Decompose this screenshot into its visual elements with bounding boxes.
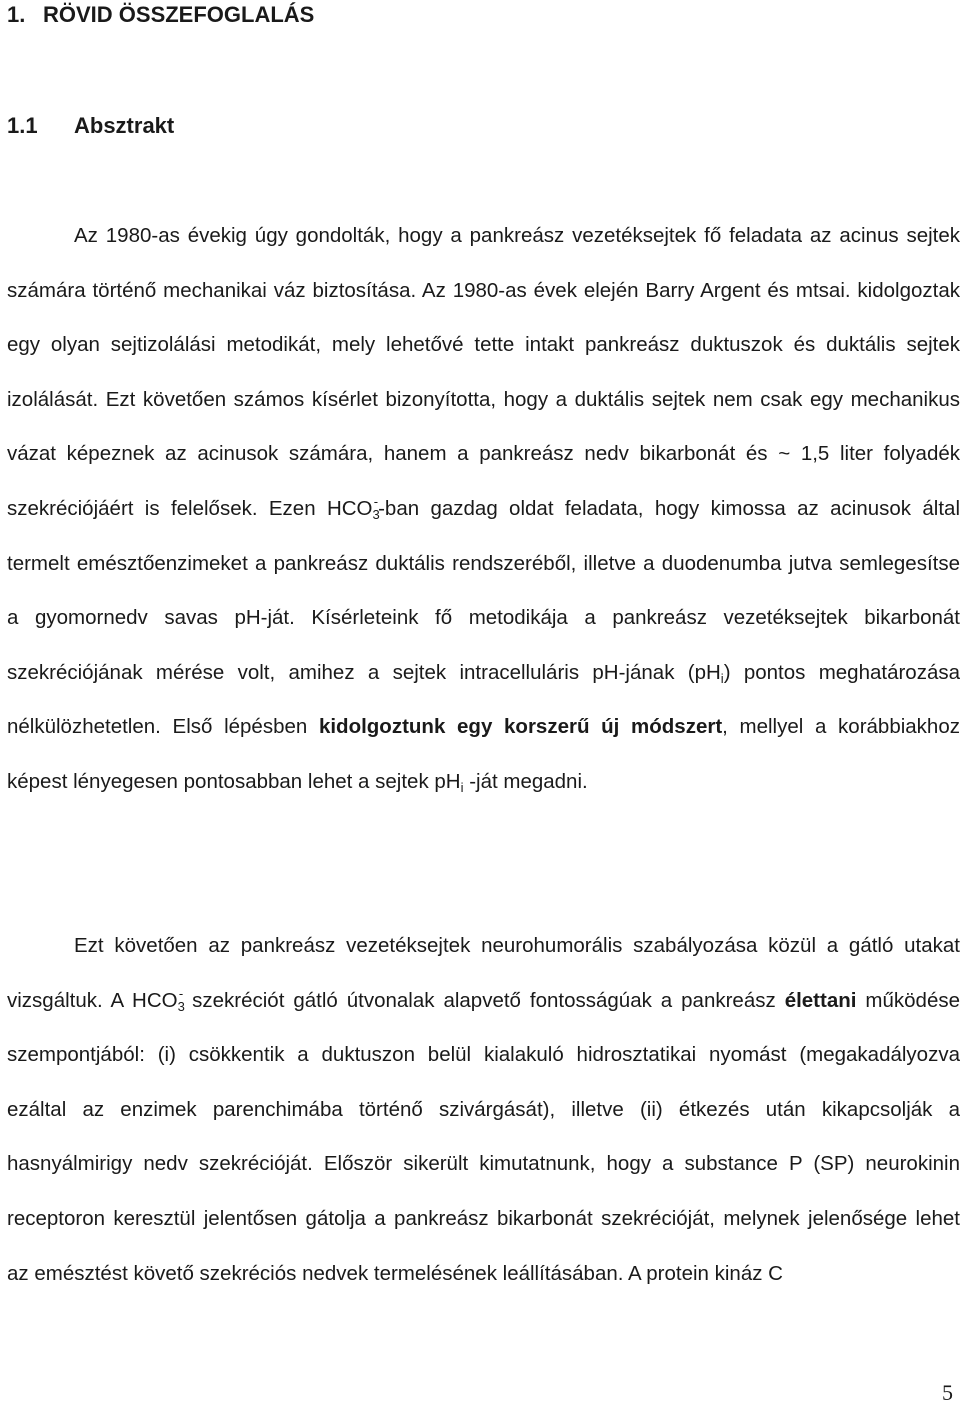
bold-emphasis: kidolgoztunk egy korszerű új módszert — [318, 715, 723, 739]
subscript: 3 — [372, 506, 380, 522]
text-run: Az 1980-as évekig úgy gondolták, hogy a pankreász vezetéksejtek fő feladata az acinus sejtek számára történő mechanikai váz biztosítása. Az 1980-as évek elején Barry Argent és mtsai. kidolgoztak egy olyan sejtizolálási metodikát, mely lehetővé tette intakt pankreász duktuszok és duktális sejtek izolálását. Ezt követően számos kísérlet bizonyította, hogy a duktális sejtek nem csak egy mechanikus vázat képeznek az acinusok számára, hanem a pankreász nedv bikarbonát és ~ 1,5 liter folyadék szekréciójáért is felelősek. Ezen HCO — [7, 224, 960, 520]
text-run: működése szempontjából: (i) csökkentik a duktuszon belül kialakuló hidrosztatikai nyomást (megakadályozva ezáltal az enzimek parenchimába történő szivárgását), illetve (ii) étkezés után kikapcsolják a hasnyálmirigy nedv szekrécióját. Először sikerült kimutatnunk, hogy a substance P (SP) neurokinin receptoron keresztül jelentősen gátolja a pankreász bikarbonát szekrécióját, melynek jelenősége lehet az emésztést követő szekréciós nedvek termelésének leállításában. A protein kináz C — [7, 988, 960, 1285]
abstract-paragraph-2 — [7, 919, 960, 1301]
section-heading — [7, 0, 314, 30]
section-title: RÖVID ÖSSZEFOGLALÁS — [43, 2, 315, 27]
subscript: i — [460, 779, 464, 795]
text-run: Ezt követően az pankreász vezetéksejtek neurohumorális szabályozása közül a gátló utakat vizsgáltuk. A HCO — [7, 934, 960, 1012]
section-number: 1. — [7, 2, 26, 27]
subsection-title: Absztrakt — [74, 113, 175, 138]
subscript: i — [720, 670, 724, 686]
subsection-number: 1.1 — [7, 113, 38, 138]
text-run: , mellyel a korábbiakhoz képest lényegesen pontosabban lehet a sejtek pH — [7, 715, 960, 793]
text-run: szekréciót gátló útvonalak alapvető fontosságúak a pankreász — [183, 988, 785, 1012]
text-run: ) pontos meghatározása nélkülözhetetlen. Első lépésben — [7, 660, 960, 739]
text-run: -ját megadni. — [463, 769, 588, 793]
abstract-paragraph-1 — [7, 209, 960, 810]
subsection-heading — [7, 111, 174, 141]
subscript: 3 — [177, 998, 185, 1014]
text-run: -ban gazdag oldat feladata, hogy kimossa az acinusok által termelt emésztőenzimeket a pankreász duktális rendszeréből, illetve a duodenumba jutva semlegesítse a gyomornedv savas pH-ját. Kísérleteink fő metodikája a pankreász vezetéksejtek bikarbonát szekréciójának mérése volt, amihez a sejtek intracelluláris pH-jának (pH — [7, 496, 960, 684]
superscript: - — [178, 985, 184, 1001]
page-number: 5 — [942, 1380, 953, 1405]
bold-emphasis: élettani — [784, 988, 857, 1012]
superscript: - — [373, 493, 379, 509]
